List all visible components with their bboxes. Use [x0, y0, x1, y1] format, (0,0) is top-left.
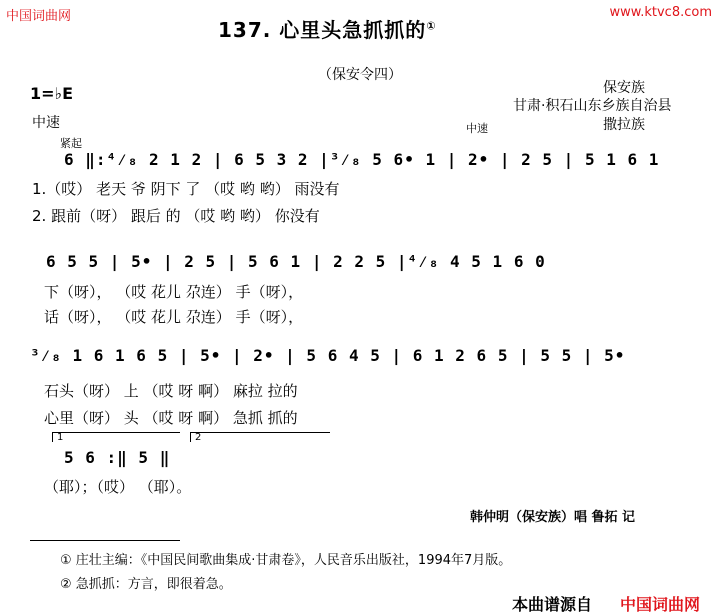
lyrics-line-3-verse-2: 心里（呀） 头 （哎 呀 啊） 急抓 抓的	[44, 409, 298, 427]
volta-1-label: 1	[57, 432, 64, 443]
footnote-2: ② 急抓抓：方言，即很着急。	[60, 577, 232, 592]
lyrics-line-1-verse-1: 1.（哎） 老天 爷 阴下 了 （哎 哟 哟） 雨没有	[32, 180, 340, 198]
performer-credits: 韩仲明（保安族）唱 鲁拓 记	[470, 510, 636, 525]
region-label: 甘肃·积石山东乡族自治县	[513, 98, 672, 114]
notation-line-2: 6 5 5 | 5• | 2 5 | 5 6 1 | 2 2 5 |⁴⁄₈ 4 5 1 6 0	[46, 252, 546, 271]
lyrics-line-2-verse-1: 下（呀）， （哎 花儿 尕连） 手（呀），	[44, 283, 304, 301]
key-signature: 1=♭E	[30, 84, 74, 103]
volta-bracket-1-edge	[52, 432, 53, 442]
volta-bracket-1	[52, 432, 180, 433]
ethnic-label-1: 保安族	[603, 80, 645, 96]
lyrics-line-3-verse-1: 石头（呀） 上 （哎 呀 啊） 麻拉 拉的	[44, 382, 298, 400]
volta-bracket-2	[190, 432, 330, 433]
song-title: 137. 心里头急抓抓的①	[218, 18, 437, 42]
watermark-right: www.ktvc8.com	[609, 5, 712, 20]
footnote-1: ① 庄壮主编：《中国民间歌曲集成·甘肃卷》，人民音乐出版社，1994年7月版。	[60, 553, 512, 568]
tempo-mark-2: 中速	[466, 122, 488, 135]
watermark-left: 中国词曲网	[6, 9, 72, 24]
volta-2-label: 2	[195, 432, 202, 443]
volta-bracket-2-edge	[190, 432, 191, 442]
lyrics-line-4: （耶）；（哎） （耶）。	[44, 478, 192, 496]
footnote-divider	[30, 540, 180, 541]
watermark-bottom-right: 中国词曲网	[620, 595, 701, 614]
lyrics-line-1-verse-2: 2. 跟前（呀） 跟后 的 （哎 哟 哟） 你没有	[32, 207, 320, 225]
pickup-mark: 紧起	[60, 137, 82, 150]
notation-line-3: ³⁄₈ 1 6 1 6 5 | 5• | 2• | 5 6 4 5 | 6 1 2 6 5 | 5 5 | 5•	[30, 346, 626, 365]
watermark-bottom-left: 本曲谱源自	[512, 595, 593, 614]
song-subtitle: （保安令四）	[318, 67, 402, 83]
notation-line-1: 6 ‖:⁴⁄₈ 2 1 2 | 6 5 3 2 |³⁄₈ 5 6• 1 | 2• | 2 5 | 5 1 6 1	[64, 150, 660, 169]
tempo-mark: 中速	[32, 115, 60, 131]
lyrics-line-2-verse-2: 话（呀）， （哎 花儿 尕连） 手（呀），	[44, 308, 304, 326]
notation-line-4: 5 6 :‖ 5 ‖	[64, 448, 171, 467]
ethnic-label-2: 撒拉族	[603, 117, 645, 133]
title-footnote-mark: ①	[426, 19, 437, 33]
